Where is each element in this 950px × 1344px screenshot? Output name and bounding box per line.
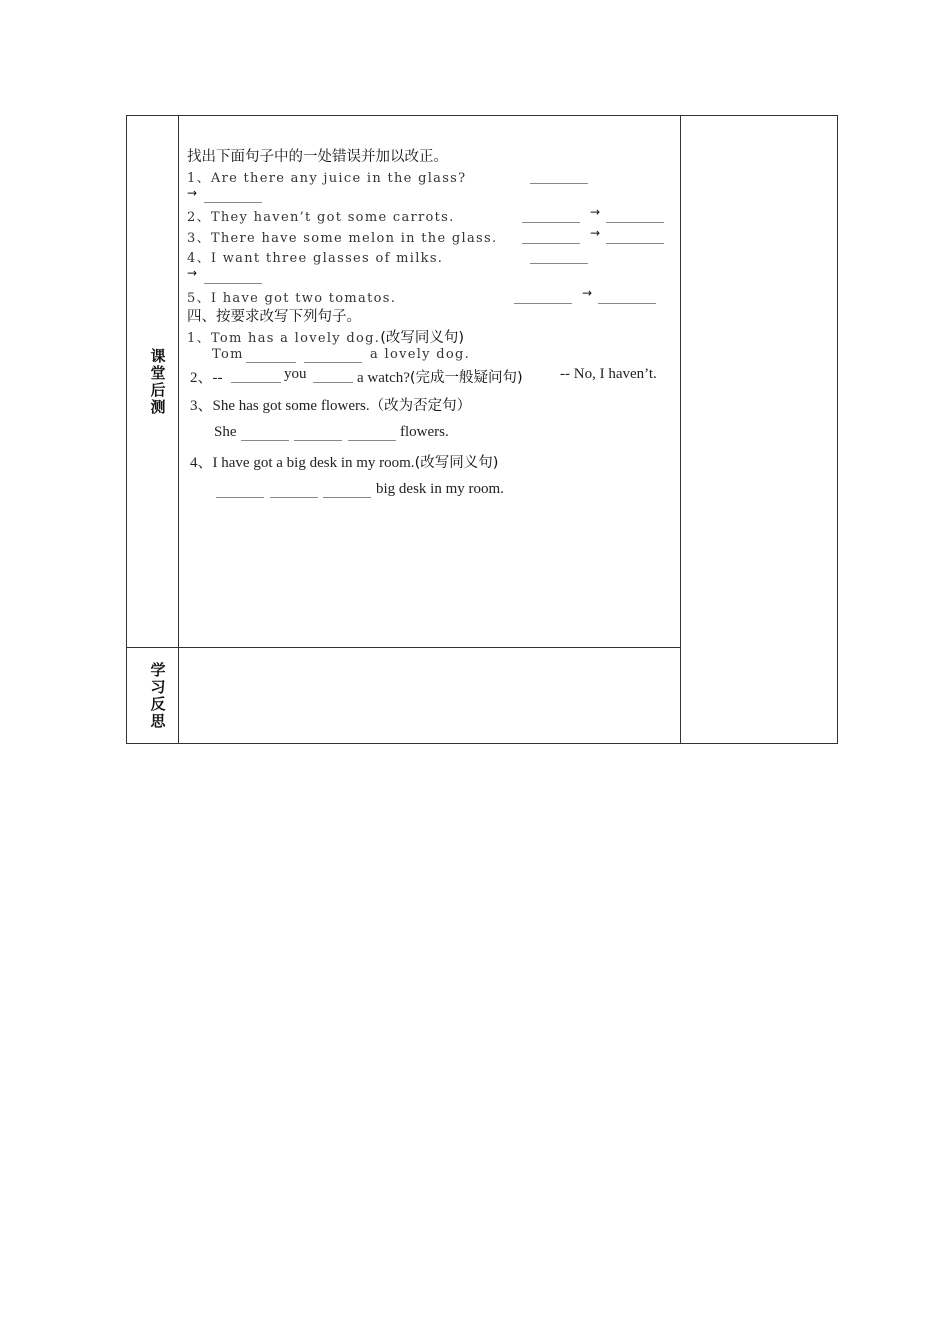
rewrite-blank-2b[interactable] bbox=[313, 381, 353, 383]
rewrite-blank-1b[interactable] bbox=[304, 361, 362, 363]
arrow-icon: → bbox=[187, 266, 198, 280]
arrow-icon: → bbox=[582, 286, 593, 300]
error-blank-2a[interactable] bbox=[522, 221, 580, 223]
rewrite-blank-3a[interactable] bbox=[241, 439, 289, 441]
rewrite-item-3: 3、She has got some flowers.（改为否定句） bbox=[190, 398, 472, 414]
rewrite-item-2-you: you bbox=[284, 366, 307, 382]
arrow-icon: → bbox=[590, 205, 601, 219]
rewrite-blank-3b[interactable] bbox=[294, 439, 342, 441]
rewrite-blank-3c[interactable] bbox=[348, 439, 396, 441]
rewrite-answer-1-end: a lovely dog. bbox=[370, 347, 471, 362]
error-blank-4b[interactable] bbox=[204, 282, 262, 284]
error-item-1: 1、Are there any juice in the glass? bbox=[187, 171, 467, 186]
rewrite-blank-4c[interactable] bbox=[323, 496, 371, 498]
rewrite-item-4: 4、I have got a big desk in my room.(改写同义句) bbox=[190, 455, 499, 471]
column-divider-right bbox=[680, 116, 681, 743]
error-blank-1a[interactable] bbox=[530, 182, 588, 184]
rewrite-blank-2a[interactable] bbox=[231, 381, 281, 383]
error-blank-5a[interactable] bbox=[514, 302, 572, 304]
rewrite-blank-1a[interactable] bbox=[246, 361, 296, 363]
rewrite-blank-4b[interactable] bbox=[270, 496, 318, 498]
column-divider-left bbox=[178, 116, 179, 743]
section3-heading: 找出下面句子中的一处错误并加以改正。 bbox=[187, 149, 448, 165]
error-item-3: 3、There have some melon in the glass. bbox=[187, 231, 498, 246]
rewrite-item-1: 1、Tom has a lovely dog.(改写同义句) bbox=[187, 330, 465, 346]
rewrite-answer-4-end: big desk in my room. bbox=[376, 481, 504, 497]
error-blank-1b[interactable] bbox=[204, 201, 262, 203]
arrow-icon: → bbox=[187, 186, 198, 200]
arrow-icon: → bbox=[590, 226, 601, 240]
rewrite-item-2-end: a watch?(完成一般疑问句) bbox=[357, 370, 523, 386]
error-item-2: 2、They haven’t got some carrots. bbox=[187, 210, 455, 225]
row-divider bbox=[127, 647, 680, 648]
error-blank-4a[interactable] bbox=[530, 262, 588, 264]
rewrite-blank-4a[interactable] bbox=[216, 496, 264, 498]
reflection-label: 学 习 反 思 bbox=[150, 661, 166, 730]
rewrite-item-2-reply: -- No, I haven’t. bbox=[560, 366, 657, 382]
error-item-5: 5、I have got two tomatos. bbox=[187, 291, 397, 306]
rewrite-answer-3: She bbox=[214, 424, 237, 440]
rewrite-answer-1: Tom bbox=[212, 347, 244, 362]
error-blank-3a[interactable] bbox=[522, 242, 580, 244]
in-class-test-label: 课 堂 后 测 bbox=[150, 347, 166, 416]
error-blank-2b[interactable] bbox=[606, 221, 664, 223]
section4-heading: 四、按要求改写下列句子。 bbox=[187, 309, 361, 325]
rewrite-item-2: 2、-- bbox=[190, 370, 223, 386]
error-item-4: 4、I want three glasses of milks. bbox=[187, 251, 444, 266]
error-blank-5b[interactable] bbox=[598, 302, 656, 304]
error-blank-3b[interactable] bbox=[606, 242, 664, 244]
rewrite-answer-3-end: flowers. bbox=[400, 424, 449, 440]
